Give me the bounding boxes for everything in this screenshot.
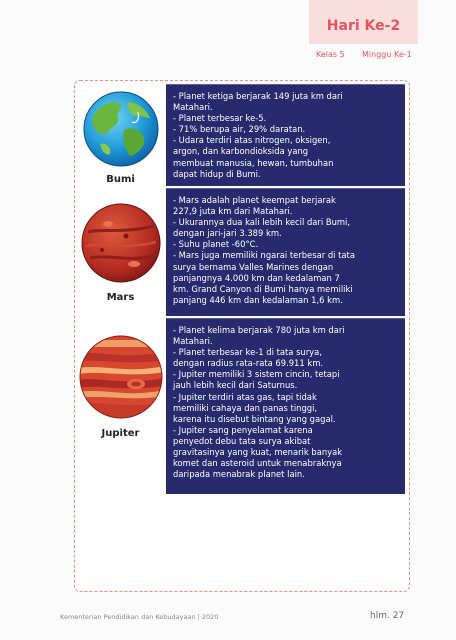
planet-name: Bumi <box>106 174 135 185</box>
fact-item: - Ukurannya dua kali lebih kecil dari Bumi, dengan jari-jari 3.389 km. <box>173 217 351 239</box>
planet-row-bumi <box>75 84 405 186</box>
fact-item: - Planet terbesar ke-1 di tata surya, dengan radius rata-rata 69.911 km. <box>173 347 324 369</box>
fact-item: - Jupiter memiliki 3 sistem cincin, tetapi jauh lebih kecil dari Saturnus. <box>173 369 340 391</box>
fact-item: - Planet terbesar ke-5. <box>173 113 267 124</box>
fact-item: - Jupiter terdiri atas gas, tapi tidak memiliki cahaya dan panas tinggi, karena itu disebut bintang yang gagal. <box>173 391 336 424</box>
planet-picture-cell <box>75 188 166 316</box>
planet-name: Jupiter <box>101 428 140 439</box>
fact-item: - Planet ketiga berjarak 149 juta km dari Matahari. <box>173 91 343 113</box>
jupiter-illustration <box>78 334 164 420</box>
day-title: Hari Ke-2 <box>326 18 401 34</box>
planet-picture-cell <box>75 84 166 186</box>
earth-illustration <box>82 90 160 168</box>
fact-item: - Mars juga memiliki ngarai terbesar di tata surya bernama Valles Marines dengan panjangnya 4.000 km dan kedalaman 7 km. Grand Canyon di Bumi hanya memiliki panjang 446 km dan kedalaman 1,6 km. <box>173 250 355 305</box>
fact-item: - Mars adalah planet keempat berjarak 227,9 juta km dari Matahari. <box>173 195 336 217</box>
fact-item: - Suhu planet -60°C. <box>173 239 259 250</box>
planet-picture-cell <box>75 318 166 494</box>
fact-item: - Udara terdiri atas nitrogen, oksigen, argon, dan karbondioksida yang membuat manusia, hewan, tumbuhan dapat hidup di Bumi. <box>173 135 334 179</box>
fact-item: - Planet kelima berjarak 780 juta km dari Matahari. <box>173 325 345 347</box>
week-label: Minggu Ke-1 <box>362 50 412 59</box>
page-number: hlm. 27 <box>370 611 405 621</box>
mars-illustration <box>80 202 162 284</box>
planet-facts-panel <box>166 318 405 494</box>
planet-name: Mars <box>106 292 135 303</box>
class-label: Kelas 5 <box>316 50 345 59</box>
planet-facts-panel <box>166 188 405 316</box>
publisher-credit: Kementerian Pendidikan dan Kebudayaan | 2020 <box>60 613 219 621</box>
fact-item: - Jupiter sang penyelamat karena penyedot debu tata surya akibat gravitasinya yang kuat, menarik banyak komet dan asteroid untuk menabraknya daripada menabrak planet lain. <box>173 424 343 480</box>
fact-item: - 71% berupa air, 29% daratan. <box>173 124 306 135</box>
planet-facts-panel <box>166 84 405 186</box>
planet-row-mars <box>75 188 405 316</box>
planet-row-jupiter <box>75 318 405 494</box>
